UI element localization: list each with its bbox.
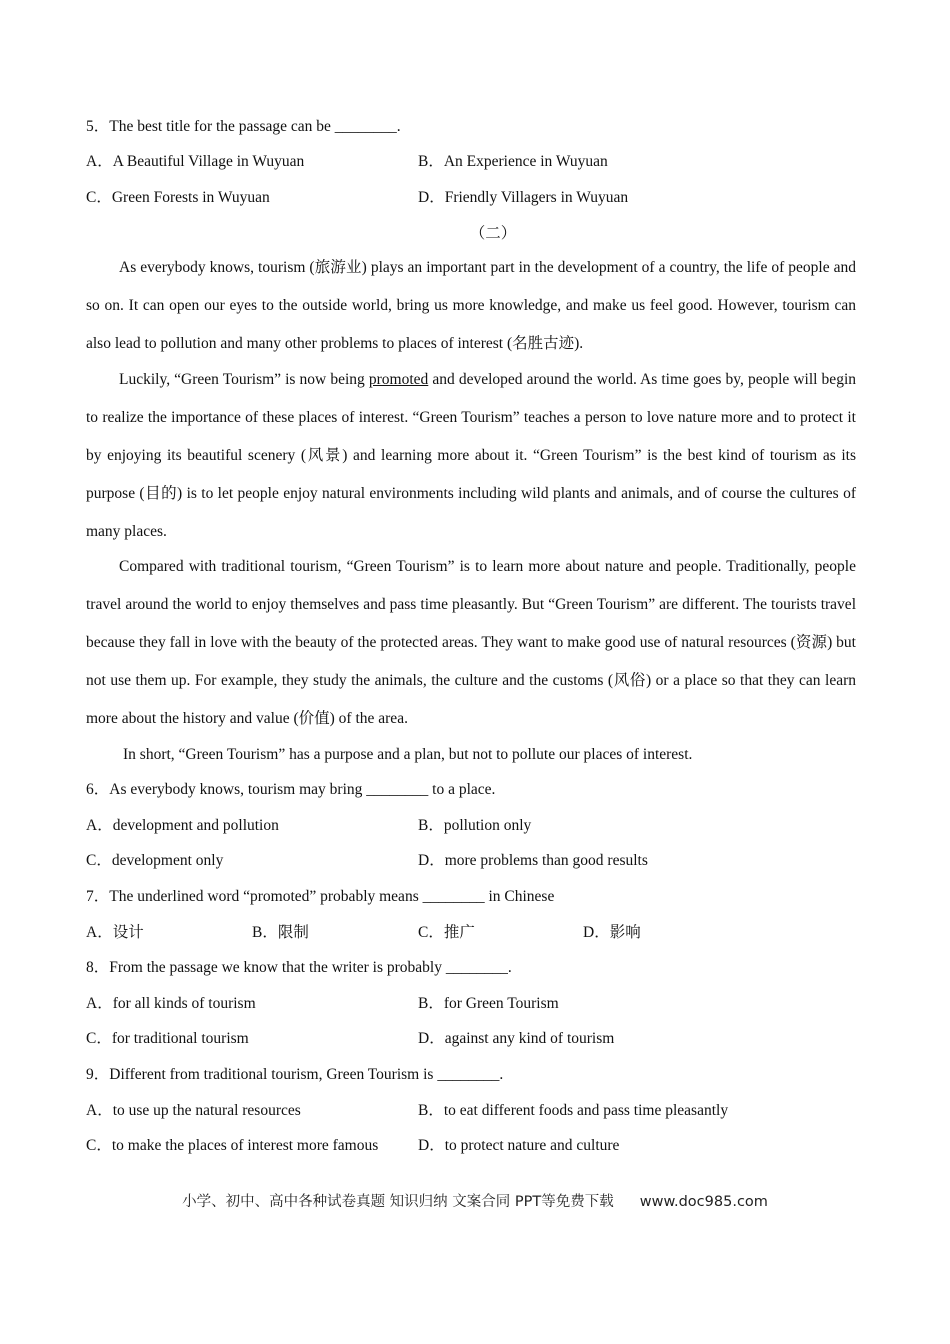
q9-stem: 9．Different from traditional tourism, Green Tourism is ________. (86, 1066, 504, 1083)
q9-option-c: C．to make the places of interest more famous (86, 1137, 379, 1154)
underlined-word-promoted: promoted (368, 371, 429, 388)
passage-paragraph-1 (86, 249, 856, 363)
q5-option-a: A．A Beautiful Village in Wuyuan (86, 153, 305, 170)
q6-option-b: B．pollution only (418, 817, 532, 834)
passage-paragraph-2 (86, 361, 856, 551)
footer-site-link[interactable]: www.doc985.com (639, 1194, 768, 1210)
q5-stem: 5．The best title for the passage can be ________. (86, 118, 401, 135)
q8-option-b: B．for Green Tourism (418, 995, 559, 1012)
q8-option-d: D．against any kind of tourism (418, 1030, 615, 1047)
q8-stem: 8．From the passage we know that the writer is probably ________. (86, 959, 512, 976)
q8-option-a: A．for all kinds of tourism (86, 995, 256, 1012)
p3-text: Compared with traditional tourism, “Green Tourism” is to learn more about nature and people. Traditionally, people travel around the world to enjoy themselves and pass time pleasantly. But “Green Tourism” are different. The tourists travel because they fall in love with the beauty of the protected areas. They want to make good use of natural resources (资源) but not use them up. For example, they study the animals, the culture and the customs (风俗) or a place so that they can learn more about the history and value (价值) of the area. (86, 558, 856, 727)
q9-option-b: B．to eat different foods and pass time pleasantly (418, 1102, 729, 1119)
q6-option-c: C．development only (86, 852, 224, 869)
q7-option-b: B．限制 (252, 924, 309, 941)
q6-stem: 6．As everybody knows, tourism may bring ________ to a place. (86, 781, 496, 798)
page-footer (0, 1190, 950, 1211)
q7-option-c: C．推广 (418, 924, 475, 941)
p2-before: Luckily, “Green Tourism” is now being (119, 371, 369, 388)
passage-paragraph-4: In short, “Green Tourism” has a purpose and a plan, but not to pollute our places of interest. (123, 746, 693, 763)
q7-option-a: A．设计 (86, 924, 144, 941)
passage-paragraph-3 (86, 548, 856, 738)
footer-text: 小学、初中、高中各种试卷真题 知识归纳 文案合同 PPT等免费下载 (182, 1194, 614, 1210)
p2-after: and developed around the world. As time goes by, people will begin to realize the importance of these places of interest. “Green Tourism” teaches a person to love nature more and to protect it by enjoying its beautiful scenery (风景) and learning more about it. “Green Tourism” is the best kind of tourism as its purpose (目的) is to let people enjoy natural environments including wild plants and animals, and of course the cultures of many places. (86, 371, 856, 540)
q9-option-d: D．to protect nature and culture (418, 1137, 620, 1154)
section-title: （二） (469, 225, 517, 242)
q8-option-c: C．for traditional tourism (86, 1030, 249, 1047)
q5-option-b: B．An Experience in Wuyuan (418, 153, 608, 170)
q7-stem: 7．The underlined word “promoted” probably means ________ in Chinese (86, 888, 555, 905)
q7-option-d: D．影响 (583, 924, 641, 941)
q5-option-d: D．Friendly Villagers in Wuyuan (418, 189, 629, 206)
q6-option-a: A．development and pollution (86, 817, 279, 834)
q6-option-d: D．more problems than good results (418, 852, 648, 869)
q9-option-a: A．to use up the natural resources (86, 1102, 301, 1119)
q5-option-c: C．Green Forests in Wuyuan (86, 189, 270, 206)
p1-text: As everybody knows, tourism (旅游业) plays an important part in the development of a country, the life of people and so on. It can open our eyes to the outside world, bring us more knowledge, and make us feel good. However, tourism can also lead to pollution and many other problems to places of interest (名胜古迹). (86, 259, 856, 352)
